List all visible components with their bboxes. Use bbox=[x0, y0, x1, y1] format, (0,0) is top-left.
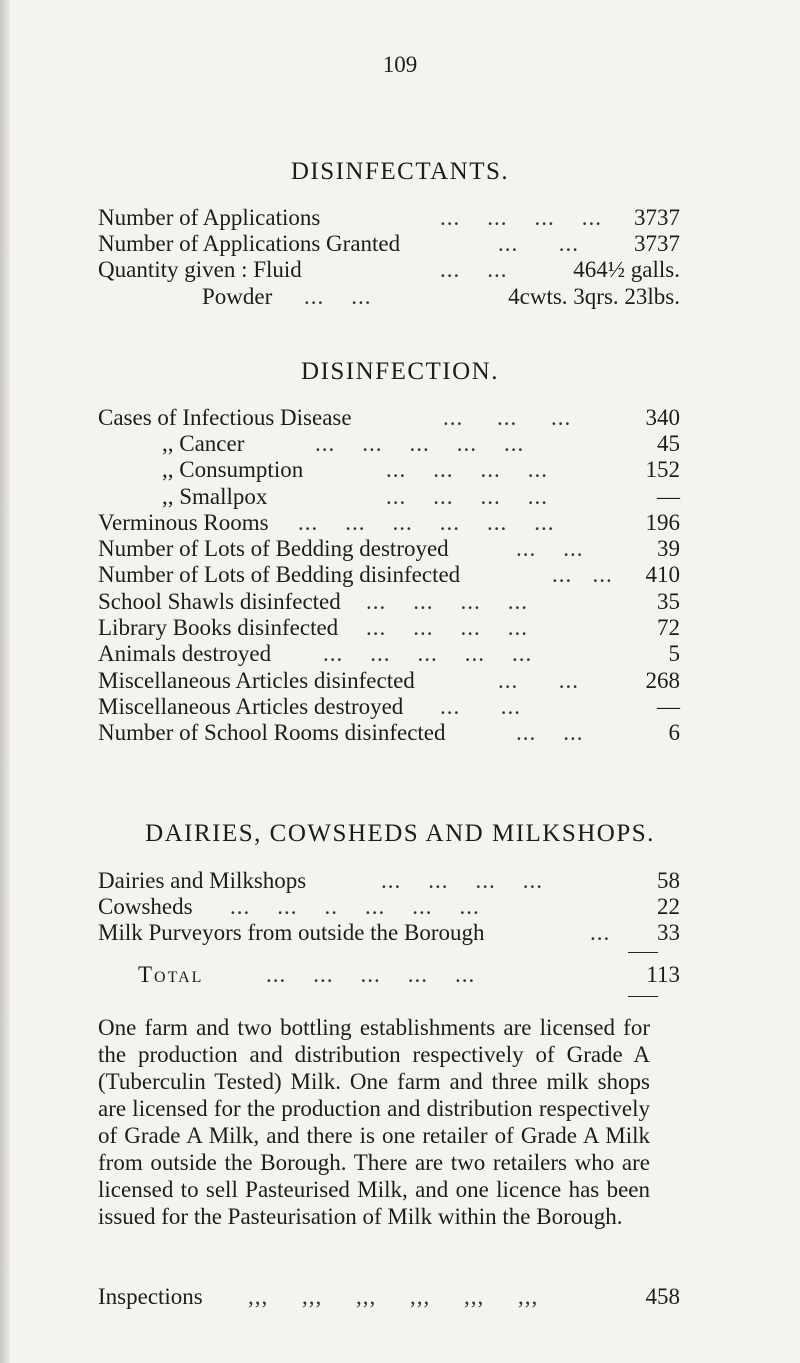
disinfectants-heading: DISINFECTANTS. bbox=[290, 158, 510, 185]
disinfection-heading: DISINFECTION. bbox=[301, 358, 499, 385]
milk-licensing-paragraph: One farm and two bottling establishments are licensed for the production and distribution respectively of Grade A (Tuberculin Tested) Milk. One farm and three milk shops are licensed for the production and distribution respectively of Grade A Milk, and there is one retailer of Grade A Milk from outside the Borough. There are two retailers who are licensed to sell Pasteurised Milk, and one licence has been issued for the Pasteurisation of Milk within the Borough. bbox=[98, 1015, 650, 1229]
table-row bbox=[98, 457, 680, 483]
total-rule-bottom bbox=[628, 996, 658, 997]
row-value: 72 bbox=[657, 615, 680, 640]
leader-dots: ... ... ... ... bbox=[381, 868, 543, 893]
table-row bbox=[98, 694, 680, 720]
table-row bbox=[98, 405, 680, 431]
row-value: 4cwts. 3qrs. 23lbs. bbox=[508, 284, 680, 309]
table-row bbox=[98, 205, 680, 231]
leader-dots: ... ... ... ... bbox=[440, 205, 602, 230]
leader-dots: ... ... ... ... bbox=[386, 457, 548, 482]
row-value: 35 bbox=[657, 589, 680, 614]
row-value: 3737 bbox=[634, 205, 680, 230]
row-label: Quantity given : Fluid bbox=[98, 257, 302, 282]
total-rule-top bbox=[628, 952, 658, 953]
table-row bbox=[98, 589, 680, 615]
leader-dots: ,,, ,,, ,,, ,,, ,,, ,,, bbox=[248, 1284, 539, 1309]
leader-dots: ... ... bbox=[304, 284, 372, 309]
leader-dots: ... ... bbox=[516, 720, 584, 745]
row-value: 268 bbox=[645, 668, 680, 693]
leader-dots: ... ... .. ... ... ... bbox=[230, 894, 480, 919]
page-edge-shadow bbox=[0, 0, 10, 1363]
row-value: 152 bbox=[645, 457, 680, 482]
row-value: 33 bbox=[657, 920, 680, 945]
row-label: ,, Cancer bbox=[162, 431, 245, 456]
leader-dots: ... ... ... ... ... ... bbox=[298, 510, 555, 535]
row-label: School Shawls disinfected bbox=[98, 589, 341, 614]
page-number: 109 bbox=[382, 52, 418, 77]
dairies-heading: DAIRIES, COWSHEDS AND MILKSHOPS. bbox=[145, 820, 655, 847]
leader-dots: ... ... bbox=[516, 536, 584, 561]
row-value: 58 bbox=[657, 868, 680, 893]
row-value: — bbox=[657, 484, 680, 509]
inspections-label: Inspections bbox=[98, 1284, 203, 1309]
row-label: ,, Consumption bbox=[162, 457, 304, 482]
leader-dots: ... ... ... ... ... bbox=[266, 962, 476, 987]
row-label: Milk Purveyors from outside the Borough bbox=[98, 920, 485, 945]
table-row bbox=[98, 641, 680, 667]
row-value: 196 bbox=[645, 510, 680, 535]
row-label: Miscellaneous Articles destroyed bbox=[98, 694, 404, 719]
leader-dots: ... ... bbox=[498, 668, 579, 693]
row-value: 464½ galls. bbox=[573, 257, 680, 282]
row-label: Animals destroyed bbox=[98, 641, 272, 666]
table-row bbox=[98, 562, 680, 588]
leader-dots: ... ... bbox=[440, 694, 521, 719]
row-value: 5 bbox=[668, 641, 680, 666]
row-label: Dairies and Milkshops bbox=[98, 868, 307, 893]
inspections-row bbox=[98, 1284, 680, 1310]
table-row bbox=[98, 720, 680, 746]
row-value: 39 bbox=[657, 536, 680, 561]
leader-dots: ... ... ... bbox=[443, 405, 572, 430]
table-row bbox=[98, 510, 680, 536]
table-row bbox=[98, 920, 680, 946]
row-label: Number of Applications Granted bbox=[98, 231, 401, 256]
table-row bbox=[98, 257, 680, 283]
leader-dots: ... ... ... ... bbox=[386, 484, 548, 509]
inspections-value: 458 bbox=[645, 1284, 680, 1309]
row-label: Library Books disinfected bbox=[98, 615, 339, 640]
table-row bbox=[98, 615, 680, 641]
row-label: Number of School Rooms disinfected bbox=[98, 720, 446, 745]
row-label: Verminous Rooms bbox=[98, 510, 269, 535]
leader-dots: ... ... ... ... ... bbox=[323, 641, 533, 666]
table-row bbox=[98, 431, 680, 457]
row-label: Number of Applications bbox=[98, 205, 321, 230]
row-label: Cowsheds bbox=[98, 894, 193, 919]
row-label: Number of Lots of Bedding destroyed bbox=[98, 536, 449, 561]
leader-dots: ... bbox=[590, 920, 611, 945]
row-label: Cases of Infectious Disease bbox=[98, 405, 352, 430]
total-label: Total bbox=[138, 962, 204, 987]
leader-dots: ... ... ... ... ... bbox=[315, 431, 525, 456]
row-label: ,, Smallpox bbox=[162, 484, 268, 509]
leader-dots: ... ... bbox=[498, 231, 579, 256]
table-row bbox=[98, 231, 680, 257]
leader-dots: ... ... bbox=[552, 562, 613, 587]
row-label: Miscellaneous Articles disinfected bbox=[98, 668, 415, 693]
row-value: 22 bbox=[657, 894, 680, 919]
table-row bbox=[98, 868, 680, 894]
row-value: 340 bbox=[645, 405, 680, 430]
table-row bbox=[98, 668, 680, 694]
leader-dots: ... ... ... ... bbox=[366, 589, 528, 614]
row-label: Powder bbox=[202, 284, 273, 309]
leader-dots: ... ... bbox=[440, 257, 508, 282]
row-value: 410 bbox=[645, 562, 680, 587]
row-label: Number of Lots of Bedding disinfected bbox=[98, 562, 461, 587]
row-value: 6 bbox=[668, 720, 680, 745]
row-value: 45 bbox=[657, 431, 680, 456]
table-row bbox=[98, 536, 680, 562]
table-row bbox=[98, 284, 680, 310]
total-value: 113 bbox=[646, 962, 680, 987]
row-value: — bbox=[657, 694, 680, 719]
table-row bbox=[98, 894, 680, 920]
leader-dots: ... ... ... ... bbox=[366, 615, 528, 640]
table-row bbox=[98, 484, 680, 510]
total-row bbox=[98, 962, 680, 988]
row-value: 3737 bbox=[634, 231, 680, 256]
